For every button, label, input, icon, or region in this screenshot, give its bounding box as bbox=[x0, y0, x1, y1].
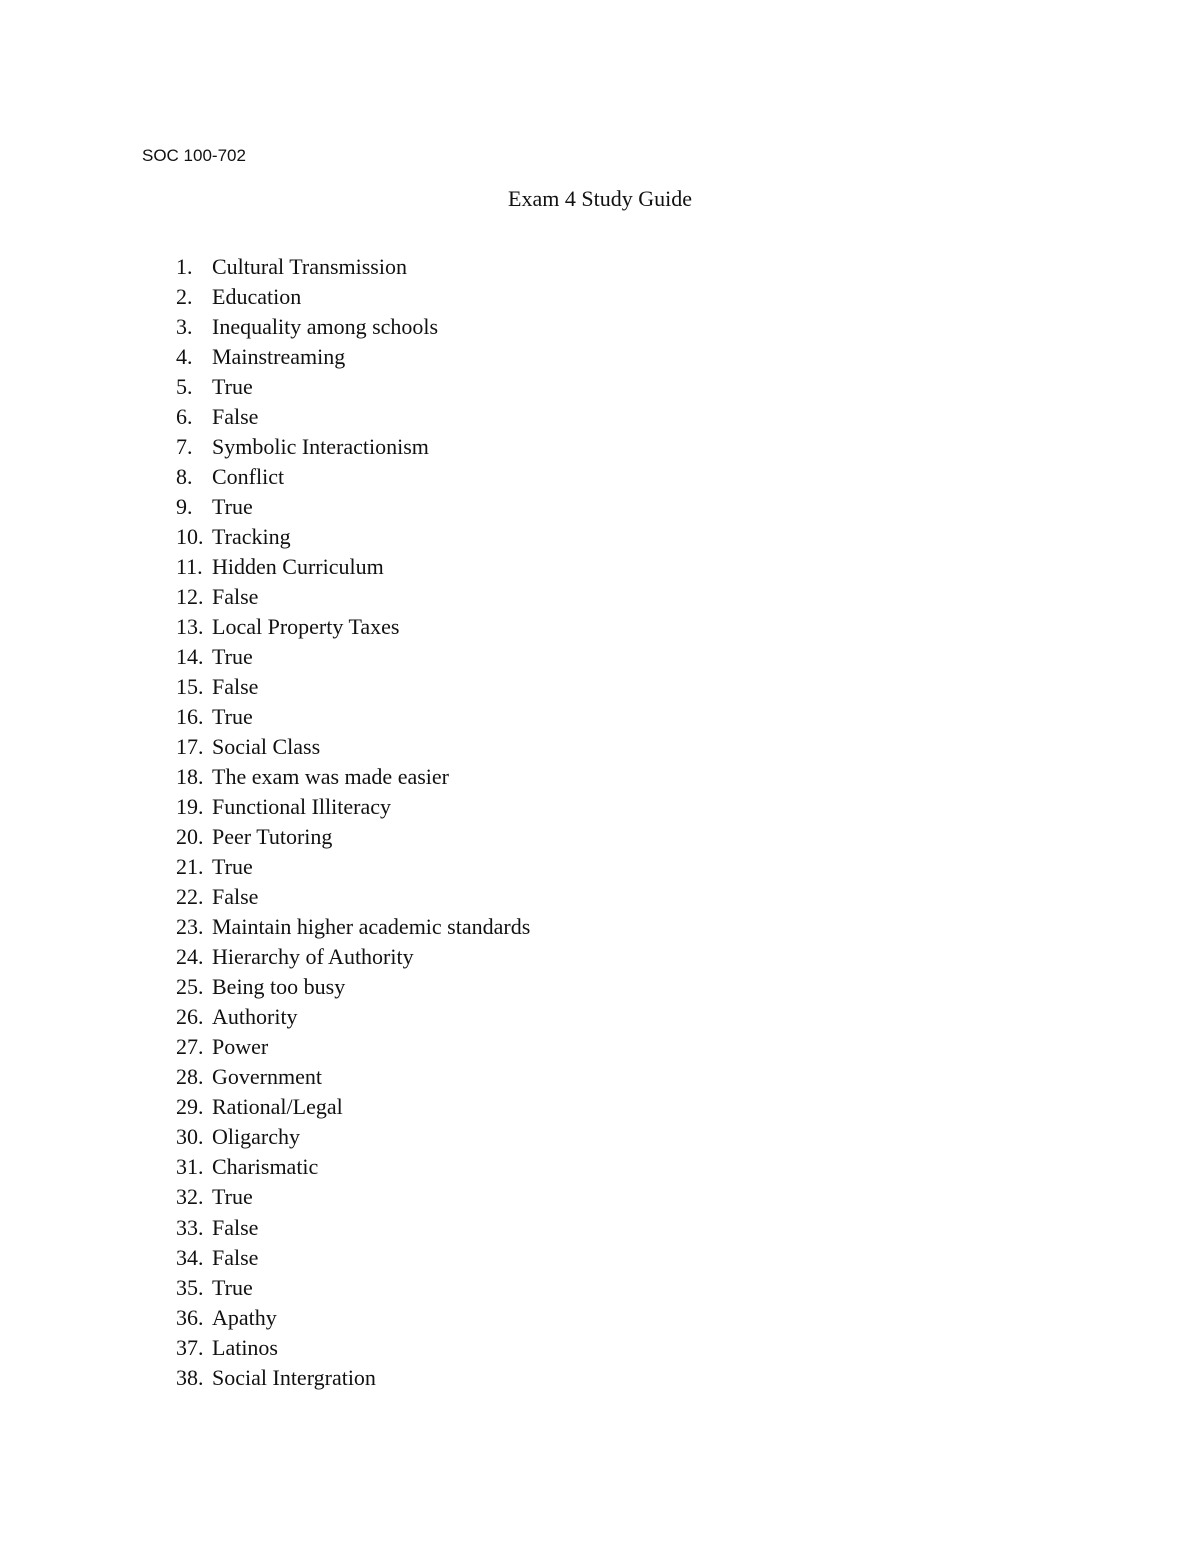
list-item-text: True bbox=[212, 1184, 253, 1210]
list-item bbox=[176, 973, 530, 1003]
list-item-text: Inequality among schools bbox=[212, 314, 439, 340]
list-item-number: 33. bbox=[176, 1214, 204, 1240]
list-item-number: 4. bbox=[176, 344, 193, 370]
course-code: SOC 100-702 bbox=[142, 146, 246, 165]
list-item-number: 27. bbox=[176, 1034, 204, 1060]
list-item bbox=[176, 313, 530, 343]
list-item-number: 6. bbox=[176, 404, 193, 430]
list-item-number: 20. bbox=[176, 824, 204, 850]
list-item-number: 32. bbox=[176, 1184, 204, 1210]
list-item-number: 36. bbox=[176, 1304, 204, 1330]
list-item-text: Authority bbox=[212, 1004, 298, 1030]
list-item-number: 3. bbox=[176, 314, 193, 340]
list-item-text: The exam was made easier bbox=[212, 764, 449, 790]
list-item bbox=[176, 433, 530, 463]
list-item-text: Cultural Transmission bbox=[212, 254, 407, 279]
list-item bbox=[176, 943, 530, 973]
list-item-number: 8. bbox=[176, 464, 193, 490]
list-item-number: 13. bbox=[176, 614, 204, 640]
list-item bbox=[176, 523, 530, 553]
answer-list bbox=[176, 253, 530, 1394]
list-item-text: True bbox=[212, 704, 253, 730]
list-item-text: True bbox=[212, 854, 253, 880]
list-item-text: Symbolic Interactionism bbox=[212, 434, 429, 460]
list-item-number: 37. bbox=[176, 1334, 204, 1360]
list-item bbox=[176, 1183, 530, 1213]
list-item-text: Charismatic bbox=[212, 1154, 319, 1180]
list-item-text: False bbox=[212, 674, 259, 700]
list-item-text: Being too busy bbox=[212, 974, 346, 1000]
list-item bbox=[176, 1274, 530, 1304]
list-item bbox=[176, 553, 530, 583]
list-item-number: 30. bbox=[176, 1124, 204, 1150]
list-item-text: Rational/Legal bbox=[212, 1094, 343, 1120]
list-item bbox=[176, 1214, 530, 1244]
list-item-number: 38. bbox=[176, 1364, 204, 1390]
list-item bbox=[176, 403, 530, 433]
list-item-text: True bbox=[212, 494, 253, 520]
list-item-number: 23. bbox=[176, 914, 204, 940]
list-item-text: False bbox=[212, 404, 259, 430]
list-item-text: Hidden Curriculum bbox=[212, 554, 384, 580]
list-item bbox=[176, 1244, 530, 1274]
list-item-number: 24. bbox=[176, 944, 204, 970]
list-item-text: Functional Illiteracy bbox=[212, 794, 391, 820]
list-item bbox=[176, 823, 530, 853]
list-item bbox=[176, 703, 530, 733]
list-item bbox=[176, 913, 530, 943]
list-item-number: 31. bbox=[176, 1154, 204, 1180]
list-item-number: 12. bbox=[176, 584, 204, 610]
list-item bbox=[176, 253, 530, 283]
list-item bbox=[176, 1003, 530, 1033]
list-item-text: True bbox=[212, 374, 253, 400]
list-item bbox=[176, 673, 530, 703]
list-item-number: 18. bbox=[176, 764, 204, 790]
list-item-number: 28. bbox=[176, 1064, 204, 1090]
list-item-text: Social Intergration bbox=[212, 1364, 376, 1390]
list-item bbox=[176, 373, 530, 403]
list-item bbox=[176, 583, 530, 613]
list-item-text: Local Property Taxes bbox=[212, 614, 400, 640]
list-item-number: 5. bbox=[176, 374, 193, 400]
list-item-number: 16. bbox=[176, 704, 204, 730]
list-item-text: Latinos bbox=[212, 1334, 278, 1360]
list-item-text: Hierarchy of Authority bbox=[212, 944, 414, 970]
list-item-number: 21. bbox=[176, 854, 204, 880]
list-item-number: 25. bbox=[176, 974, 204, 1000]
list-item-text: False bbox=[212, 1244, 259, 1270]
list-item-text: False bbox=[212, 1214, 259, 1240]
list-item bbox=[176, 283, 530, 313]
list-item bbox=[176, 1033, 530, 1063]
list-item bbox=[176, 643, 530, 673]
page-title: Exam 4 Study Guide bbox=[508, 186, 692, 211]
list-item-number: 10. bbox=[176, 524, 204, 550]
list-item-number: 35. bbox=[176, 1274, 204, 1300]
list-item-number: 11. bbox=[176, 554, 203, 580]
list-item bbox=[176, 1304, 530, 1334]
list-item bbox=[176, 1063, 530, 1093]
list-item bbox=[176, 1334, 530, 1364]
list-item-text: Tracking bbox=[212, 524, 291, 550]
list-item-number: 15. bbox=[176, 674, 204, 700]
list-item-text: Maintain higher academic standards bbox=[212, 914, 531, 940]
list-item bbox=[176, 1153, 530, 1183]
list-item bbox=[176, 853, 530, 883]
list-item-number: 19. bbox=[176, 794, 204, 820]
list-item-number: 26. bbox=[176, 1004, 204, 1030]
list-item-number: 17. bbox=[176, 734, 204, 760]
list-item bbox=[176, 883, 530, 913]
list-item-number: 1. bbox=[176, 254, 193, 279]
list-item-text: True bbox=[212, 644, 253, 670]
list-item bbox=[176, 343, 530, 373]
list-item-number: 29. bbox=[176, 1094, 204, 1120]
list-item-text: False bbox=[212, 584, 259, 610]
list-item bbox=[176, 493, 530, 523]
list-item-text: Education bbox=[212, 284, 302, 310]
list-item bbox=[176, 733, 530, 763]
list-item-text: Government bbox=[212, 1064, 322, 1090]
list-item-text: Mainstreaming bbox=[212, 344, 346, 370]
list-item bbox=[176, 613, 530, 643]
list-item-number: 14. bbox=[176, 644, 204, 670]
list-item-number: 7. bbox=[176, 434, 193, 460]
list-item-number: 2. bbox=[176, 284, 193, 310]
list-item-number: 34. bbox=[176, 1244, 204, 1270]
list-item-text: Social Class bbox=[212, 734, 321, 760]
list-item bbox=[176, 1093, 530, 1123]
list-item bbox=[176, 1364, 530, 1394]
list-item-text: Conflict bbox=[212, 464, 285, 490]
list-item-number: 9. bbox=[176, 494, 193, 520]
list-item-text: Oligarchy bbox=[212, 1124, 300, 1150]
list-item bbox=[176, 793, 530, 823]
list-item bbox=[176, 763, 530, 793]
list-item-text: False bbox=[212, 884, 259, 910]
list-item-number: 22. bbox=[176, 884, 204, 910]
list-item-text: Power bbox=[212, 1034, 269, 1060]
list-item bbox=[176, 1123, 530, 1153]
list-item-text: Peer Tutoring bbox=[212, 824, 333, 850]
list-item-text: True bbox=[212, 1274, 253, 1300]
list-item-text: Apathy bbox=[212, 1304, 277, 1330]
list-item bbox=[176, 463, 530, 493]
